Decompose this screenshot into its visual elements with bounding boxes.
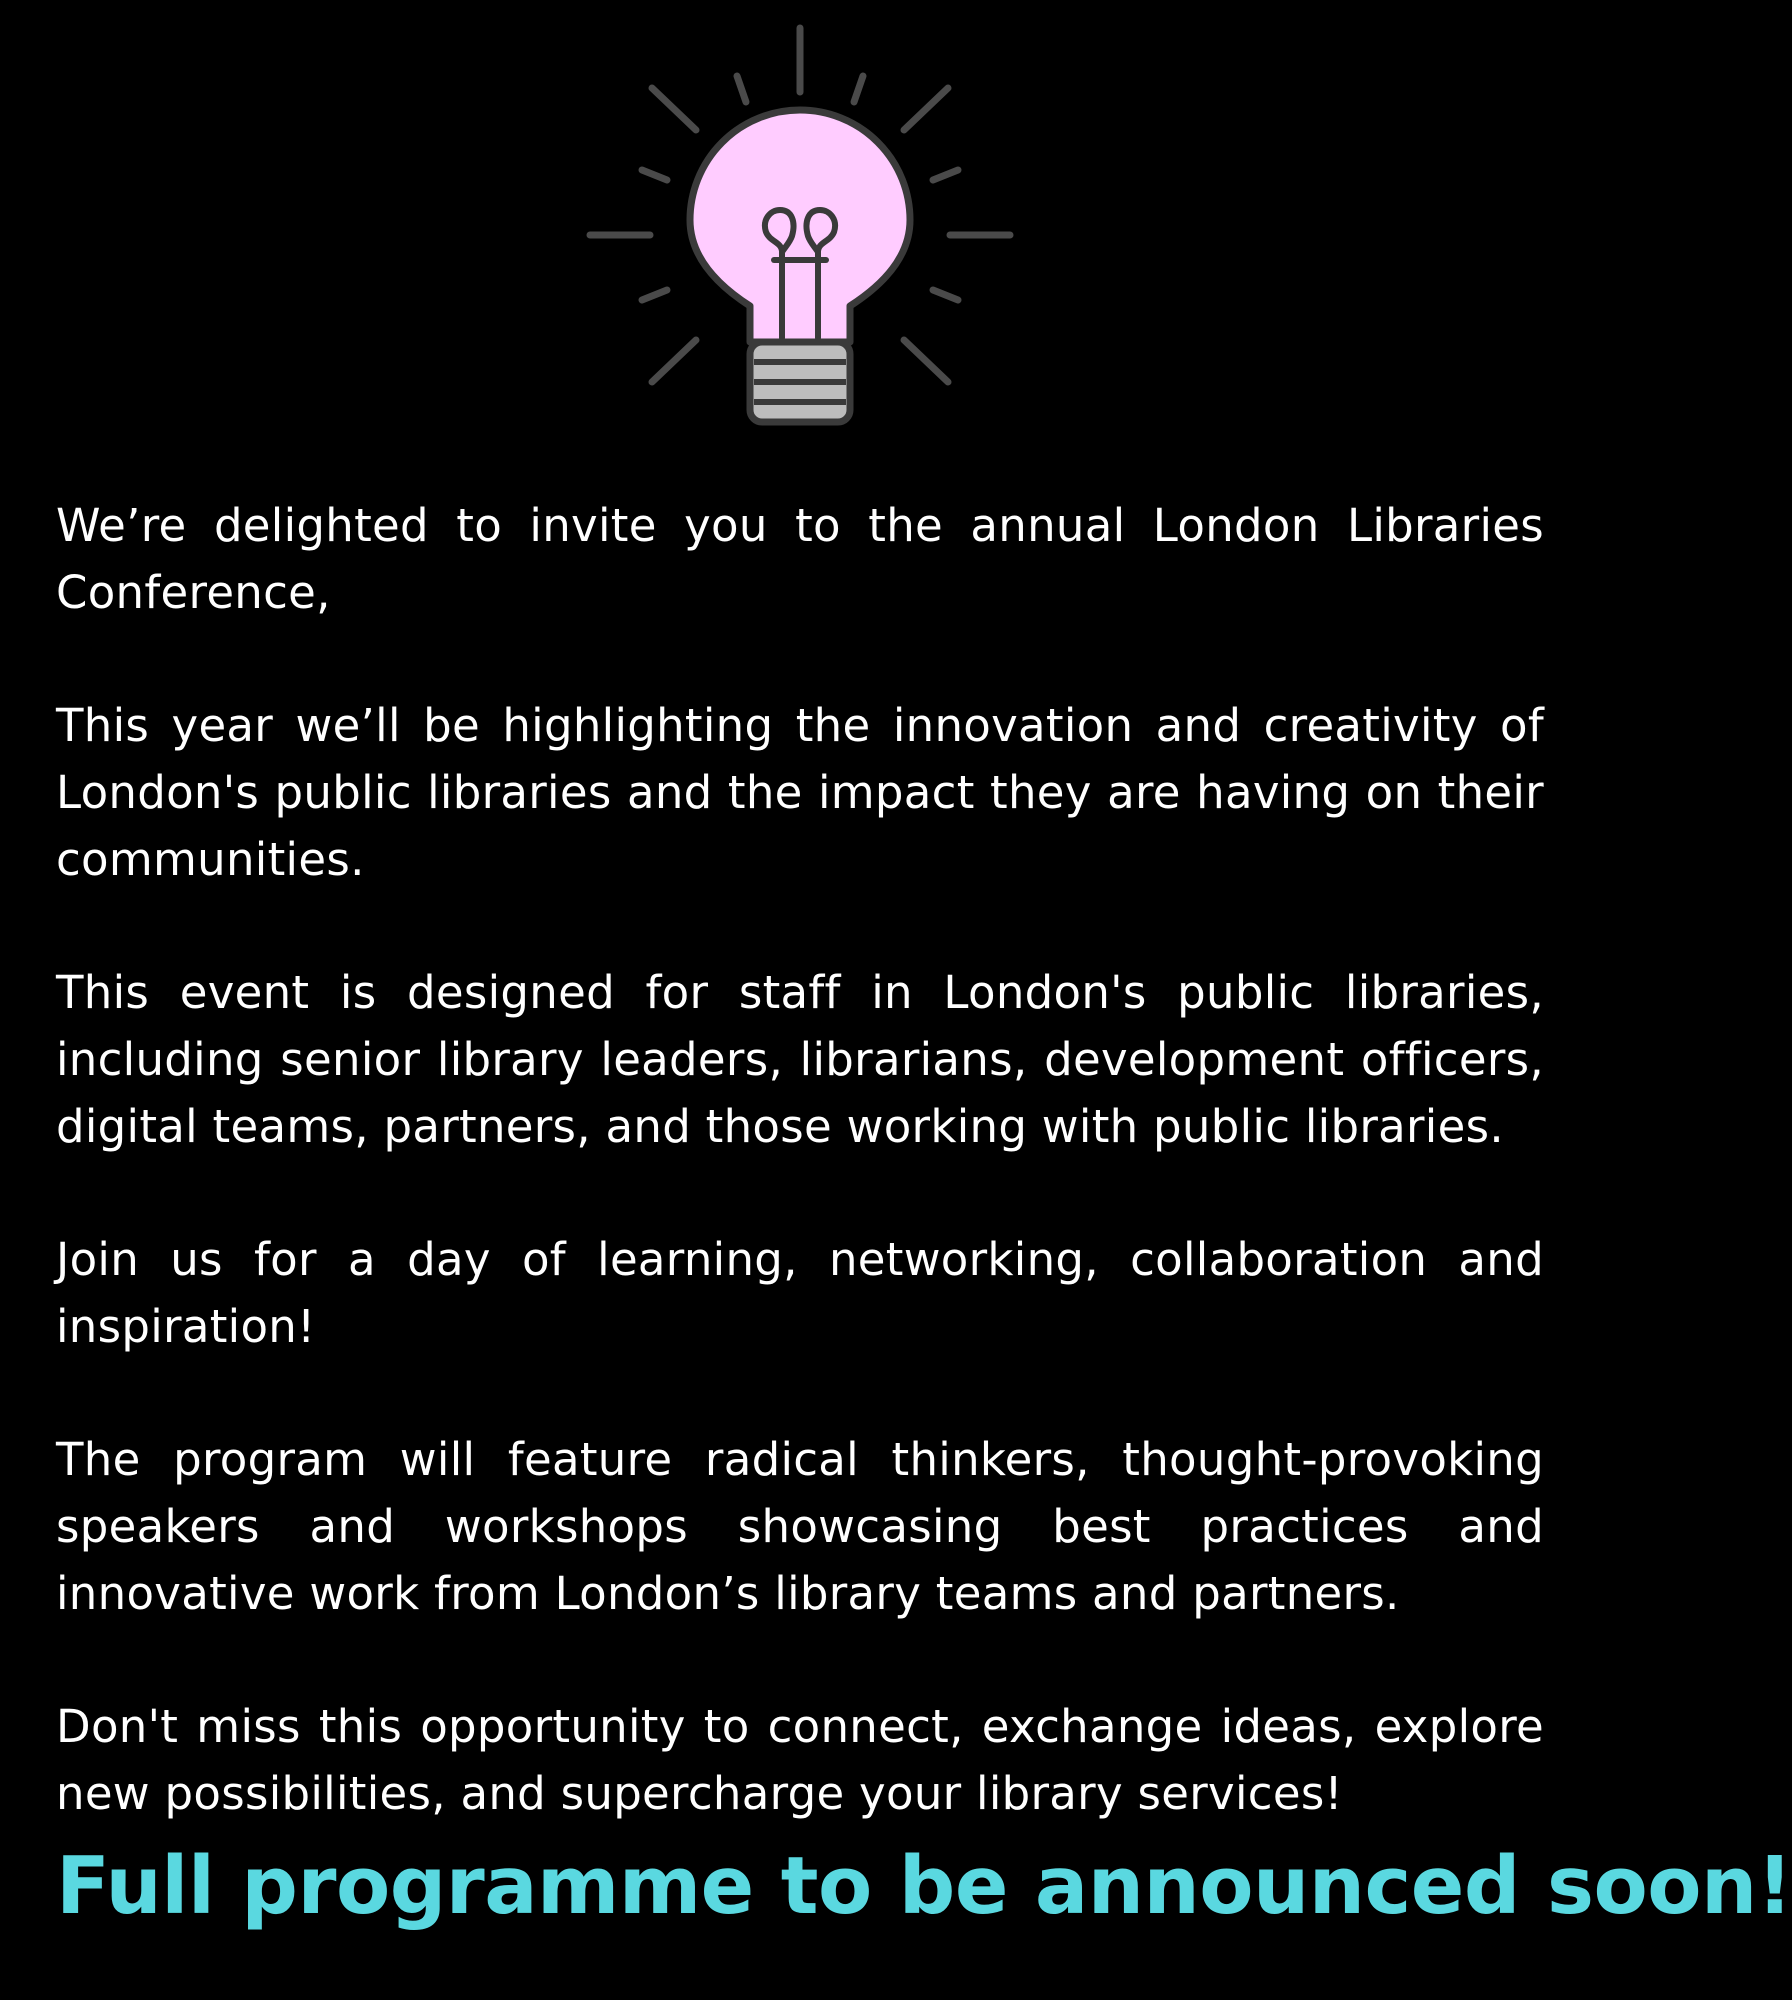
paragraph-audience: This event is designed for staff in London's public libraries, including senior library leaders, librarians, development officers, digital teams, partners, and those working with public libraries. (56, 966, 1544, 1153)
lightbulb-icon (570, 20, 1030, 450)
paragraph-program: The program will feature radical thinkers, thought-provoking speakers and workshops showcasing best practices and innovative work from London’s library teams and partners. (56, 1433, 1544, 1620)
paragraph-theme: This year we’ll be highlighting the innovation and creativity of London's public libraries and the impact they are having on their communities. (56, 699, 1544, 886)
invitation-body (56, 492, 1544, 1827)
paragraph-invite: We’re delighted to invite you to the annual London Libraries Conference, (56, 499, 1544, 619)
programme-announcement: Full programme to be announced soon! (56, 1840, 1792, 1932)
bulb-base (750, 342, 850, 422)
paragraph-join: Join us for a day of learning, networking, collaboration and inspiration! (56, 1233, 1544, 1353)
paragraph-cta: Don't miss this opportunity to connect, exchange ideas, explore new possibilities, and supercharge your library services! (56, 1700, 1544, 1820)
bulb-glass (690, 110, 910, 342)
